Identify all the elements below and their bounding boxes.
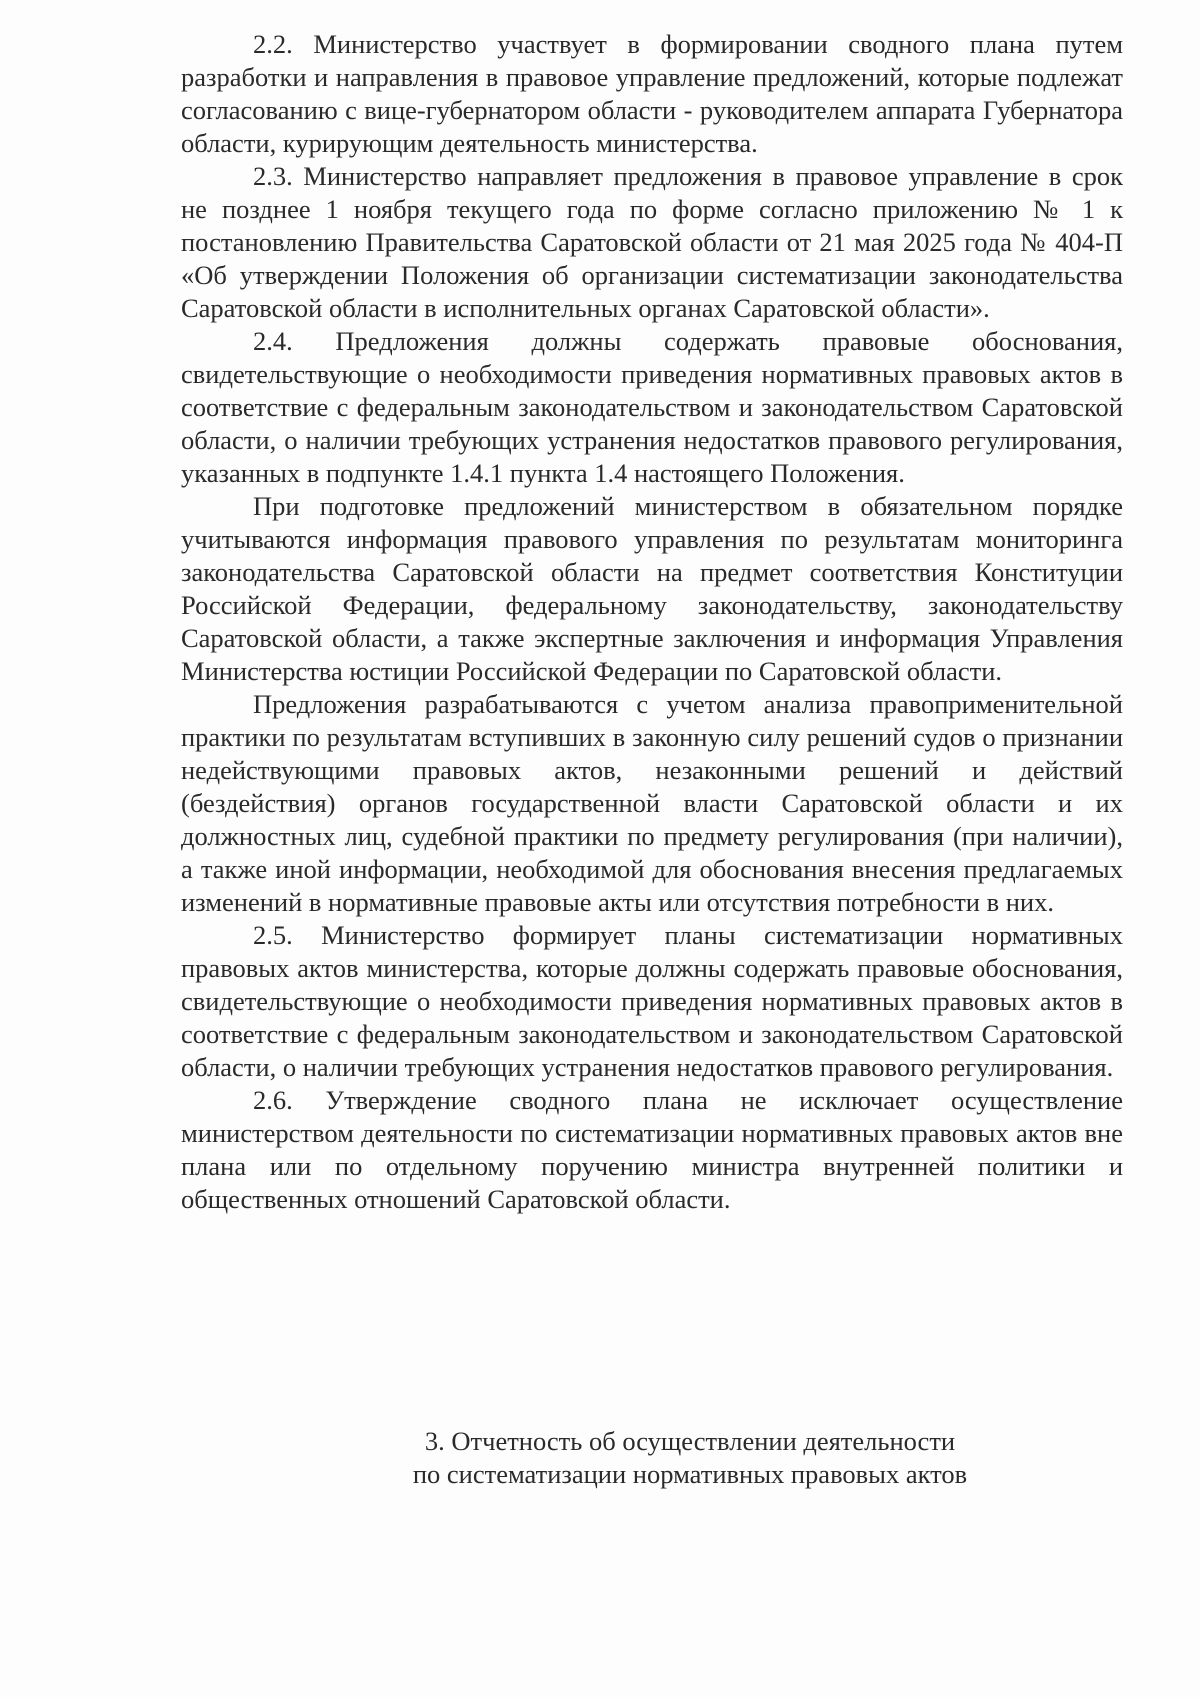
section-3-heading [320,1425,1060,1491]
section-heading-line-1: 3. Отчетность об осуществлении деятельности [424,1426,956,1456]
paragraph-2-4: 2.4. Предложения должны содержать правовые обоснования, свидетельствующие о необходимости приведения нормативных правовых актов в соответствие с федеральным законодательством и законодательством Саратовской области, о наличии требующих устранения недостатков правового регулирования, указанных в подпункте 1.4.1 пункта 1.4 настоящего Положения. [181,326,1123,488]
paragraph-2-5: 2.5. Министерство формирует планы систематизации нормативных правовых актов министерства, которые должны содержать правовые обоснования, свидетельствующие о необходимости приведения нормативных правовых актов в соответствие с федеральным законодательством и законодательством Саратовской области, о наличии требующих устранения недостатков правового регулирования. [181,920,1123,1082]
paragraph-2-4-analysis: Предложения разрабатываются с учетом анализа правоприменительной практики по результатам вступивших в законную силу решений судов о признании недействующими правовых актов, незаконными решений и действий (бездействия) органов государственной власти Саратовской области и их должностных лиц, судебной практики по предмету регулирования (при наличии), а также иной информации, необходимой для обоснования внесения предлагаемых изменений в нормативные правовые акты или отсутствия потребности в них. [181,689,1123,917]
section-heading-line-2: по систематизации нормативных правовых актов [412,1459,968,1489]
paragraph-2-3: 2.3. Министерство направляет предложения в правовое управление в срок не позднее 1 ноября текущего года по форме согласно приложению № 1 к постановлению Правительства Саратовской области от 21 мая 2025 года № 404-П «Об утверждении Положения об организации систематизации законодательства Саратовской области в исполнительных органах Саратовской области». [181,161,1123,323]
paragraph-2-4-preparation: При подготовке предложений министерством в обязательном порядке учитываются информация правового управления по результатам мониторинга законодательства Саратовской области на предмет соответствия Конституции Российской Федерации, федеральному законодательству, законодательству Саратовской области, а также экспертные заключения и информация Управления Министерства юстиции Российской Федерации по Саратовской области. [181,491,1123,686]
paragraph-2-2: 2.2. Министерство участвует в формировании сводного плана путем разработки и направления в правовое управление предложений, которые подлежат согласованию с вице-губернатором области - руководителем аппарата Губернатора области, курирующим деятельность министерства. [181,29,1123,158]
paragraph-2-6: 2.6. Утверждение сводного плана не исключает осуществление министерством деятельности по систематизации нормативных правовых актов вне плана или по отдельному поручению министра внутренней политики и общественных отношений Саратовской области. [181,1085,1123,1214]
document-body [181,28,1123,1216]
